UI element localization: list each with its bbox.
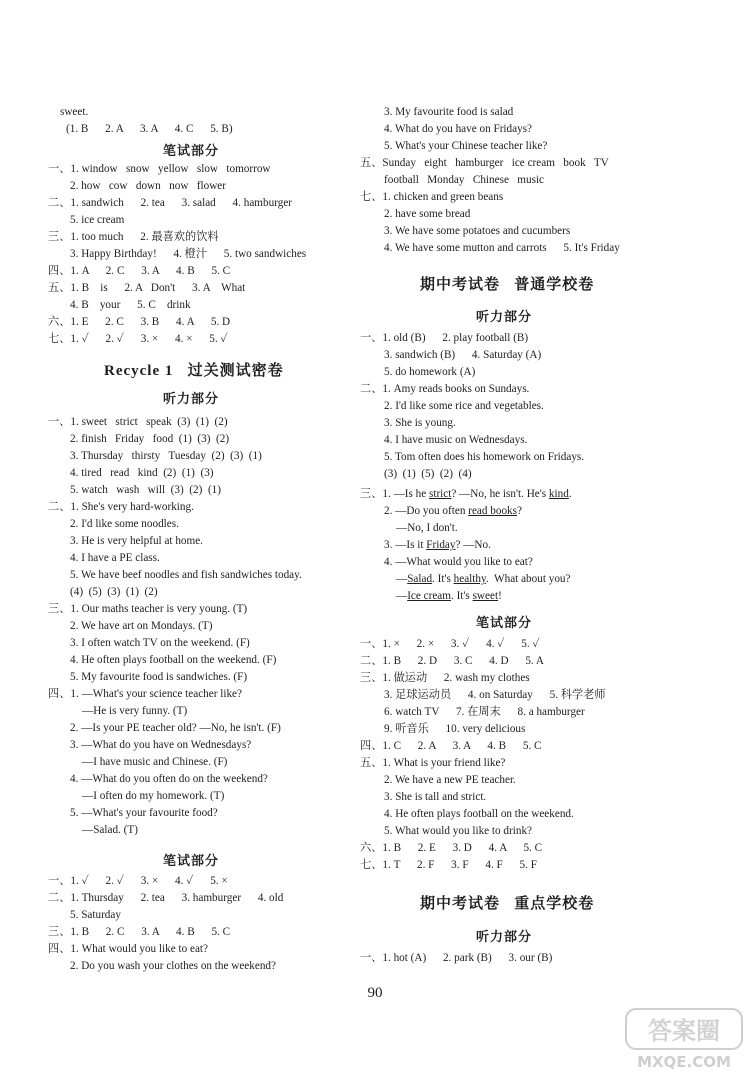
answer-line-left-bottom-5: 2. Do you wash your clothes on the weekend? (70, 960, 276, 972)
answer-line-left-bottom-3: 三、1. B 2. C 3. A 4. B 5. C (48, 926, 231, 938)
answer-line-written-4: 6. watch TV 7. 在周末 8. a hamburger (384, 706, 585, 718)
answer-line-written-10: 4. He often plays football on the weekend. (384, 808, 574, 820)
dialog-line-3: —No, I don't. (396, 522, 458, 534)
answer-line-recycle-1: 2. finish Friday food (1) (3) (2) (70, 433, 230, 445)
answer-line-recycle-18: 2. —Is your PE teacher old? —No, he isn't. (F) (70, 722, 281, 734)
midterm-title-2: 期中考试卷 重点学校卷 (420, 896, 595, 912)
answer-line-left-bottom-2: 5. Saturday (70, 909, 121, 921)
answer-line-recycle-20: —I have music and Chinese. (F) (82, 756, 228, 768)
answer-line-left-top-7: 3. Happy Birthday! 4. 橙汁 5. two sandwiches (70, 248, 307, 260)
answer-line-midterm-7: 5. Tom often does his homework on Fridays. (384, 451, 585, 463)
listening-heading-left: 听力部分 (163, 391, 220, 406)
answer-line-written-1: 二、1. B 2. D 3. C 4. D 5. A (360, 655, 544, 667)
answer-line-recycle-15: 5. My favourite food is sandwiches. (F) (70, 671, 248, 683)
answer-line-midterm-5: 3. She is young. (384, 417, 456, 429)
answer-line-left-top-2: 一、1. window snow yellow slow tomorrow (48, 163, 271, 175)
answer-line-recycle-24: —Salad. (T) (82, 824, 138, 836)
written-heading-right-1: 笔试部分 (476, 615, 533, 630)
written-heading-left-1: 笔试部分 (163, 143, 220, 158)
answer-line-recycle-5: 二、1. She's very hard-working. (48, 501, 194, 513)
answer-line-left-bottom-0: 一、1. ✓ 2. ✓ 3. × 4. ✓ 5. × (48, 875, 228, 887)
answer-line-right-top-8: 4. We have some mutton and carrots 5. It's Friday (384, 242, 620, 254)
answer-line-left-top-10: 4. B your 5. C drink (70, 299, 191, 311)
answer-line-left-bottom-4: 四、1. What would you like to eat? (48, 943, 209, 955)
answer-line-left-top-8: 四、1. A 2. C 3. A 4. B 5. C (48, 265, 231, 277)
answer-line-written-2: 三、1. 做运动 2. wash my clothes (360, 672, 530, 684)
dialog-line-2: 2. —Do you often read books? (384, 505, 522, 517)
answer-line-left-top-3: 2. how cow down now flower (70, 180, 226, 192)
answer-line-recycle-12: 2. We have art on Mondays. (T) (70, 620, 213, 632)
answer-line-recycle-19: 3. —What do you have on Wednesdays? (70, 739, 252, 751)
answer-line-recycle-14: 4. He often plays football on the weekend. (F) (70, 654, 277, 666)
dialog-line-7: —Ice cream. It's sweet! (396, 590, 502, 602)
svg-text:答案圈: 答案圈 (648, 1017, 720, 1045)
answer-line-right-top-1: 4. What do you have on Fridays? (384, 123, 532, 135)
midterm-title-1: 期中考试卷 普通学校卷 (420, 277, 595, 293)
answer-line-written-11: 5. What would you like to drink? (384, 825, 533, 837)
answer-line-recycle-11: 三、1. Our maths teacher is very young. (T) (48, 603, 248, 615)
answer-line-written-7: 五、1. What is your friend like? (360, 757, 506, 769)
answer-line-midterm-3: 二、1. Amy reads books on Sundays. (360, 383, 530, 395)
recycle-title: Recycle 1 过关测试密卷 (104, 363, 284, 379)
answer-line-written-0: 一、1. × 2. × 3. ✓ 4. ✓ 5. ✓ (360, 638, 540, 650)
answer-line-recycle-9: 5. We have beef noodles and fish sandwiches today. (70, 569, 302, 581)
answer-line-left-top-4: 二、1. sandwich 2. tea 3. salad 4. hamburger (48, 197, 293, 209)
svg-text:MXQE.COM: MXQE.COM (637, 1053, 731, 1071)
answer-line-recycle-7: 3. He is very helpful at home. (70, 535, 203, 547)
answer-line-recycle-3: 4. tired read kind (2) (1) (3) (70, 467, 214, 479)
answer-line-midterm-6: 4. I have music on Wednesdays. (384, 434, 528, 446)
answer-line-left-top-0: sweet. (60, 106, 89, 118)
answer-line-recycle-8: 4. I have a PE class. (70, 552, 160, 564)
answer-line-left-top-6: 三、1. too much 2. 最喜欢的饮料 (48, 231, 219, 243)
answer-line-recycle-6: 2. I'd like some noodles. (70, 518, 179, 530)
answer-line-recycle-21: 4. —What do you often do on the weekend? (70, 773, 268, 785)
answer-line-recycle-16: 四、1. —What's your science teacher like? (48, 688, 242, 700)
answer-line-left-top-1: (1. B 2. A 3. A 4. C 5. B) (66, 123, 233, 135)
dialog-line-5: 4. —What would you like to eat? (384, 556, 533, 568)
answer-line-recycle-22: —I often do my homework. (T) (82, 790, 225, 802)
answer-line-recycle-23: 5. —What's your favourite food? (70, 807, 218, 819)
answer-line-midterm-8: (3) (1) (5) (2) (4) (384, 468, 472, 480)
listening-heading-right-2: 听力部分 (476, 929, 533, 944)
answer-line-written-9: 3. She is tall and strict. (384, 791, 487, 803)
listening-heading-right-1: 听力部分 (476, 309, 533, 324)
page-number: 90 (367, 985, 383, 1001)
answer-line-left-top-9: 五、1. B is 2. A Don't 3. A What (48, 282, 246, 294)
answer-line-written-13: 七、1. T 2. F 3. F 4. F 5. F (360, 859, 537, 871)
answer-line-written-5: 9. 听音乐 10. very delicious (384, 723, 526, 735)
answer-line-recycle-10: (4) (5) (3) (1) (2) (70, 586, 158, 598)
answer-line-right-top-2: 5. What's your Chinese teacher like? (384, 140, 548, 152)
answer-line-right-top-6: 2. have some bread (384, 208, 471, 220)
answer-line-written-6: 四、1. C 2. A 3. A 4. B 5. C (360, 740, 542, 752)
answer-line-right-top-7: 3. We have some potatoes and cucumbers (384, 225, 571, 237)
answer-line-right-top-3: 五、Sunday eight hamburger ice cream book TV (360, 157, 609, 169)
watermark-logo (624, 1003, 744, 1073)
answer-line-left-bottom-1: 二、1. Thursday 2. tea 3. hamburger 4. old (48, 892, 284, 904)
dialog-line-6: —Salad. It's healthy. What about you? (396, 573, 571, 585)
answer-line-recycle-17: —He is very funny. (T) (82, 705, 188, 717)
answer-line-recycle-13: 3. I often watch TV on the weekend. (F) (70, 637, 250, 649)
answer-line-right-top-5: 七、1. chicken and green beans (360, 191, 504, 203)
answer-line-recycle-4: 5. watch wash will (3) (2) (1) (70, 484, 221, 496)
answer-line-left-top-12: 七、1. ✓ 2. ✓ 3. × 4. × 5. ✓ (48, 333, 228, 345)
answer-line-midterm-2: 5. do homework (A) (384, 366, 476, 378)
dialog-line-4: 3. —Is it Friday? —No. (384, 539, 491, 551)
answer-line-left-top-11: 六、1. E 2. C 3. B 4. A 5. D (48, 316, 231, 328)
answer-line-written-12: 六、1. B 2. E 3. D 4. A 5. C (360, 842, 543, 854)
answer-line-midterm-1: 3. sandwich (B) 4. Saturday (A) (384, 349, 542, 361)
dialog-line-1: 三、1. —Is he strict? —No, he isn't. He's kind. (360, 488, 572, 500)
answer-line-midterm-0: 一、1. old (B) 2. play football (B) (360, 332, 529, 344)
answer-line-right-top-4: football Monday Chinese music (384, 174, 545, 186)
last-answer-line: 一、1. hot (A) 2. park (B) 3. our (B) (360, 952, 553, 964)
answer-line-midterm-4: 2. I'd like some rice and vegetables. (384, 400, 544, 412)
answer-line-right-top-0: 3. My favourite food is salad (384, 106, 514, 118)
answer-line-recycle-0: 一、1. sweet strict speak (3) (1) (2) (48, 416, 228, 428)
answer-line-written-3: 3. 足球运动员 4. on Saturday 5. 科学老师 (384, 689, 606, 701)
written-heading-left-2: 笔试部分 (163, 853, 220, 868)
answer-line-recycle-2: 3. Thursday thirsty Tuesday (2) (3) (1) (70, 450, 262, 462)
answer-line-written-8: 2. We have a new PE teacher. (384, 774, 516, 786)
answer-line-left-top-5: 5. ice cream (70, 214, 125, 226)
